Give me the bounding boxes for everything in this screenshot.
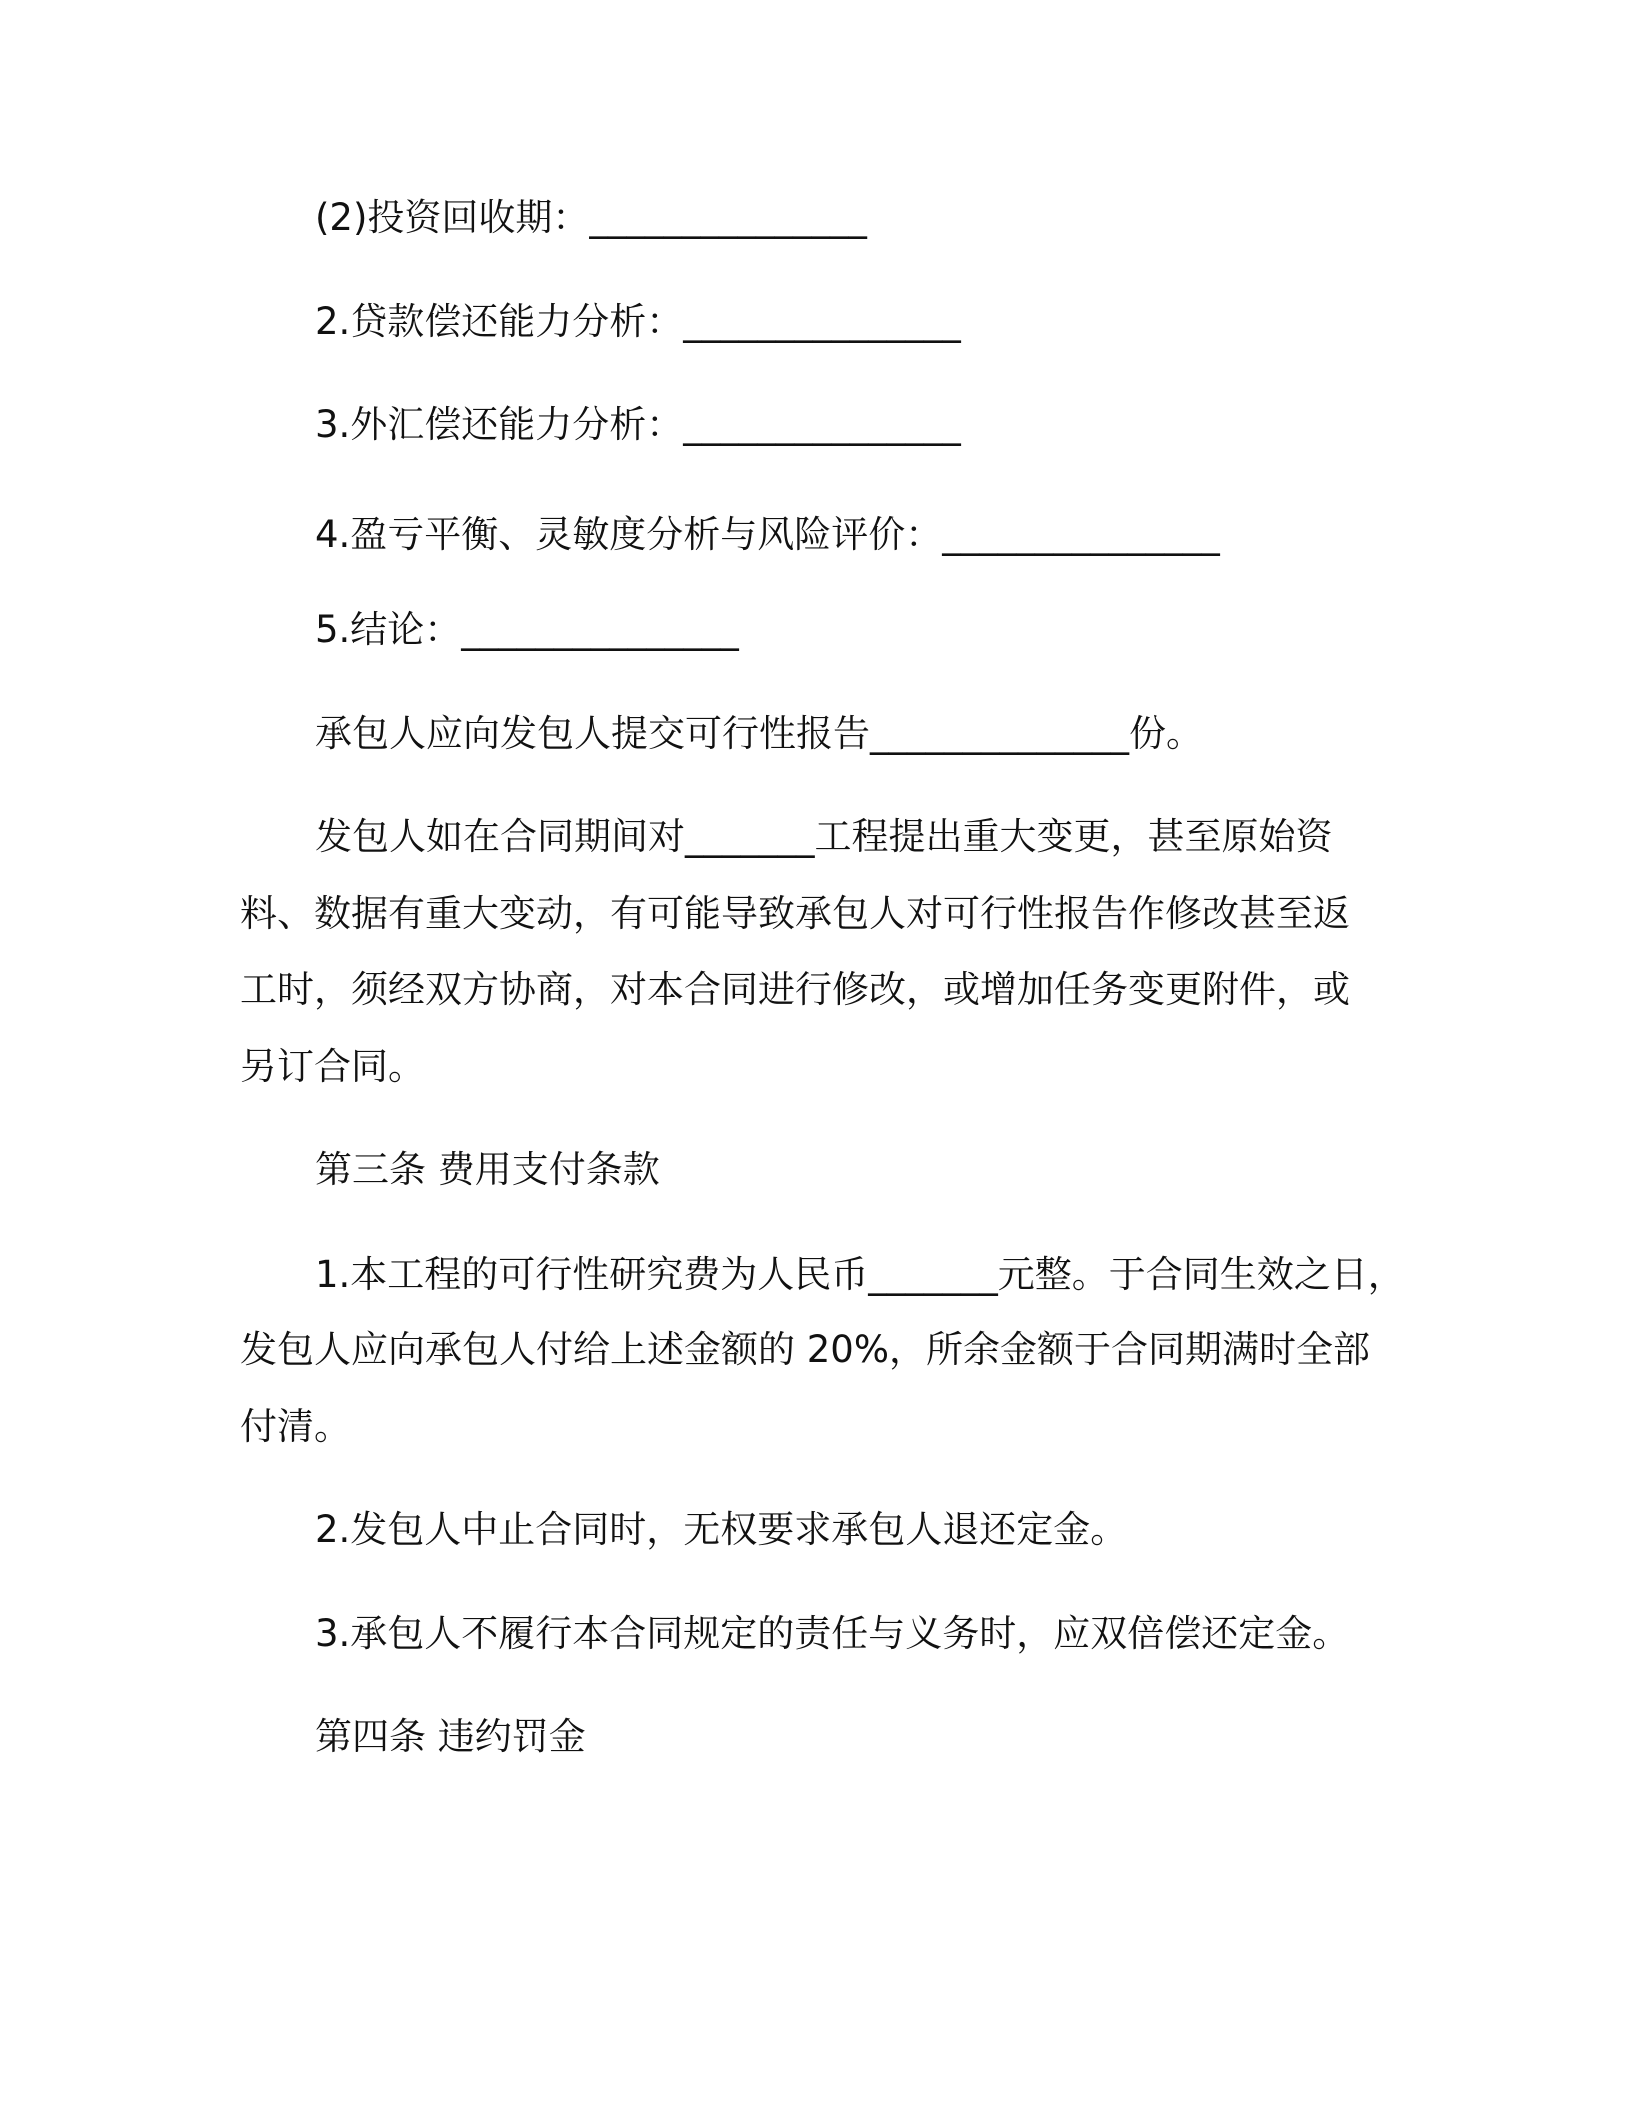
payment-clause-2: 2.发包人中止合同时，无权要求承包人退还定金。 [315, 1508, 1128, 1551]
payment-clause-3: 3.承包人不履行本合同规定的责任与义务时，应双倍偿还定金。 [315, 1612, 1350, 1655]
payment-clause-1-line-3: 付清。 [240, 1405, 351, 1448]
payment-clause-1-line-2: 发包人应向承包人付给上述金额的 20%，所余金额于合同期满时全部 [240, 1328, 1370, 1371]
item-breakeven-sensitivity-risk: 4.盈亏平衡、灵敏度分析与风险评价：_______________ [315, 513, 1220, 556]
article-4-heading: 第四条 违约罚金 [315, 1715, 586, 1758]
para-report-copies: 承包人应向发包人提交可行性报告______________份。 [315, 712, 1203, 755]
item-loan-repayment-analysis: 2.贷款偿还能力分析：_______________ [315, 300, 961, 343]
article-3-heading: 第三条 费用支付条款 [315, 1148, 660, 1191]
payment-clause-1-line-1: 1.本工程的可行性研究费为人民币_______元整。于合同生效之日， [315, 1253, 1405, 1296]
para-change-line-3: 工时，须经双方协商，对本合同进行修改，或增加任务变更附件，或 [240, 968, 1350, 1011]
item-conclusion: 5.结论：_______________ [315, 608, 739, 651]
para-change-line-1: 发包人如在合同期间对_______工程提出重大变更，甚至原始资 [315, 815, 1333, 858]
para-change-line-2: 料、数据有重大变动，有可能导致承包人对可行性报告作修改甚至返 [240, 892, 1350, 935]
para-change-line-4: 另订合同。 [240, 1045, 425, 1088]
item-forex-repayment-analysis: 3.外汇偿还能力分析：_______________ [315, 403, 961, 446]
item-payback-period: (2)投资回收期：_______________ [315, 196, 867, 239]
